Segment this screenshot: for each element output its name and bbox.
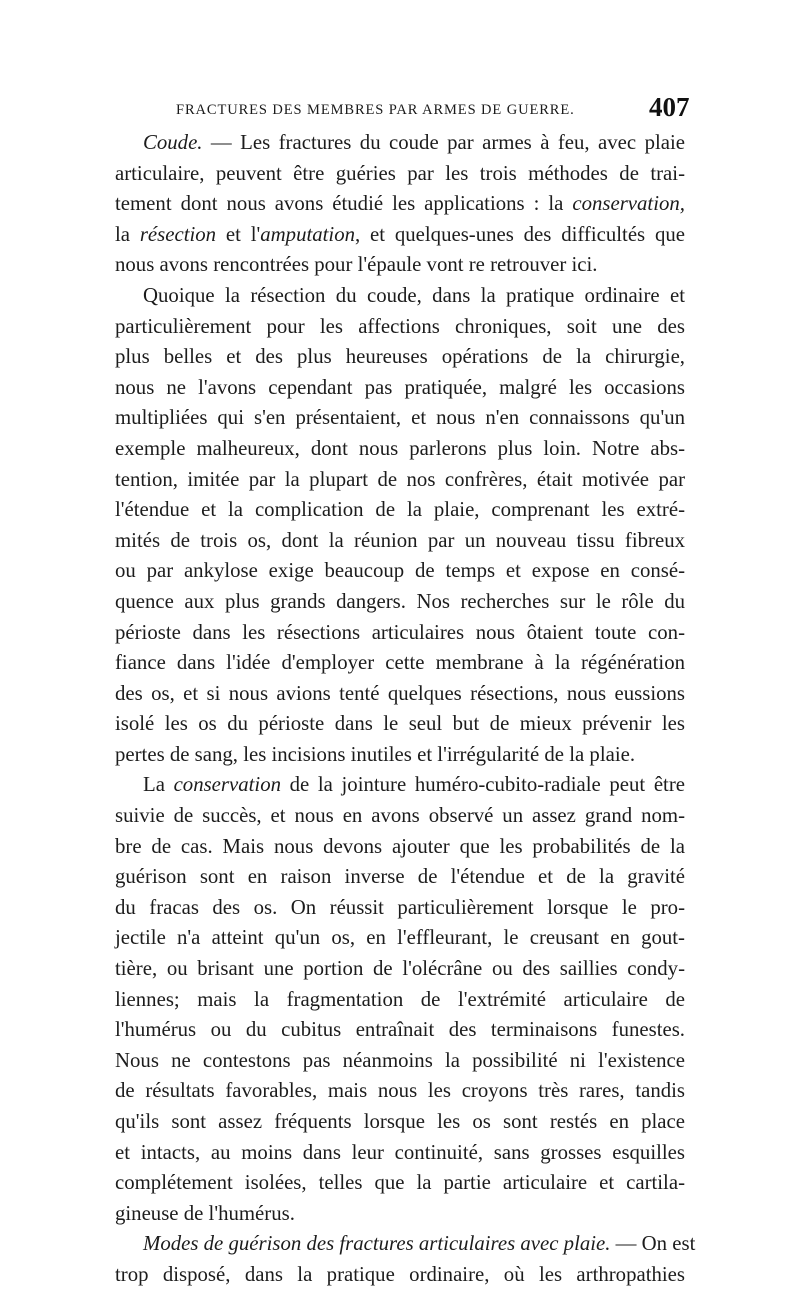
text-line [115, 526, 685, 557]
text-line [115, 832, 685, 863]
text-run: La [143, 773, 174, 797]
text-line [115, 312, 685, 343]
text-run: de résultats favorables, mais nous les croyons très rares, tandis [115, 1079, 685, 1103]
text-line [115, 1107, 685, 1138]
page-number: 407 [649, 92, 690, 122]
text-line [115, 954, 685, 985]
text-run: Nous ne contestons pas néanmoins la possibilité ni l'existence [115, 1048, 685, 1072]
text-line [115, 893, 685, 924]
paragraph [115, 281, 685, 771]
italic-text: Modes de guérison des fractures articulaires avec plaie. [143, 1232, 611, 1256]
text-run: nous avons rencontrées pour l'épaule vont re retrouver ici. [115, 253, 598, 277]
paragraph [115, 1229, 696, 1290]
text-line [115, 465, 685, 496]
text-line [115, 1015, 685, 1046]
text-line [115, 709, 685, 740]
text-line [115, 281, 685, 312]
text-run: plus belles et des plus heureuses opérations de la chirurgie, [115, 345, 685, 369]
text-line [115, 1138, 685, 1169]
text-run: articulaire, peuvent être guéries par les trois méthodes de trai- [115, 161, 685, 185]
paragraph [115, 770, 685, 1229]
text-line [115, 220, 685, 251]
body-text [115, 128, 696, 1291]
page-header [0, 88, 800, 128]
text-run: — Les fractures du coude par armes à feu, avec plaie [202, 131, 685, 154]
text-line [115, 159, 685, 190]
text-run: particulièrement pour les affections chroniques, soit une des [115, 314, 685, 338]
text-run: fiance dans l'idée d'employer cette membrane à la régénération [115, 651, 685, 675]
text-run: guérison sont en raison inverse de l'étendue et de la gravité [115, 865, 685, 889]
text-run: mités de trois os, dont la réunion par un nouveau tissu fibreux [115, 528, 685, 552]
text-run: l'étendue et la complication de la plaie, comprenant les extré- [115, 498, 685, 522]
text-run: exemple malheureux, dont nous parlerons plus loin. Notre abs- [115, 436, 685, 460]
text-run: qu'ils sont assez fréquents lorsque les os sont restés en place [115, 1110, 685, 1133]
text-line [115, 1046, 685, 1077]
text-run: des os, et si nous avions tenté quelques résections, nous eussions [115, 681, 685, 705]
text-line [115, 648, 685, 679]
text-run: du fracas des os. On réussit particulièrement lorsque le pro- [115, 895, 685, 919]
italic-text: Coude. [143, 131, 203, 154]
text-line [115, 1229, 696, 1260]
text-line [115, 434, 685, 465]
italic-text: conservation [173, 773, 281, 797]
italic-text: amputation [260, 222, 356, 246]
text-run: bre de cas. Mais nous devons ajouter que les probabilités de la [115, 834, 685, 858]
text-run: suivie de succès, et nous en avons observé un assez grand nom- [115, 804, 685, 828]
text-line [115, 801, 685, 832]
text-line [115, 373, 685, 404]
text-line [115, 342, 685, 373]
running-title: FRACTURES DES MEMBRES PAR ARMES DE GUERRE. [176, 102, 575, 118]
text-line [115, 403, 685, 434]
text-run: isolé les os du périoste dans le seul but de mieux prévenir les [115, 712, 685, 736]
text-line [115, 587, 685, 618]
text-run: complétement isolées, telles que la partie articulaire et cartila- [115, 1171, 685, 1195]
text-line [115, 556, 685, 587]
text-run: multipliées qui s'en présentaient, et nous n'en connaissons qu'un [115, 406, 685, 430]
text-run: — On est [610, 1232, 696, 1256]
italic-text: résection [139, 222, 217, 246]
text-run: quence aux plus grands dangers. Nos recherches sur le rôle du [115, 589, 685, 613]
text-run: pertes de sang, les incisions inutiles et l'irrégularité de la plaie. [115, 742, 636, 766]
text-line [115, 1168, 685, 1199]
text-line [115, 618, 685, 649]
text-run: l'humérus ou du cubitus entraînait des terminaisons funestes. [115, 1018, 685, 1042]
text-line [115, 189, 685, 220]
italic-text: conservation, [572, 192, 685, 216]
text-line [115, 1076, 685, 1107]
text-run: tement dont nous avons étudié les applications : la [115, 192, 573, 216]
text-run: ou par ankylose exige beaucoup de temps et expose en consé- [115, 559, 685, 583]
text-run: trop disposé, dans la pratique ordinaire, où les arthropathies [115, 1262, 685, 1286]
text-run: gineuse de l'humérus. [115, 1201, 295, 1225]
text-line [115, 1260, 685, 1291]
text-line [115, 1199, 685, 1230]
text-line [115, 495, 685, 526]
text-run: liennes; mais la fragmentation de l'extrémité articulaire de [115, 987, 685, 1011]
text-run: tention, imitée par la plupart de nos confrères, était motivée par [115, 467, 685, 491]
text-run: tière, ou brisant une portion de l'olécrâne ou des saillies condy- [115, 957, 685, 981]
text-run: , et quelques-unes des difficultés que [355, 222, 685, 246]
text-line [115, 679, 685, 710]
text-run: Quoique la résection du coude, dans la pratique ordinaire et [143, 283, 685, 307]
text-run: et intacts, au moins dans leur continuité, sans grosses esquilles [115, 1140, 685, 1164]
paragraph [115, 128, 685, 281]
text-run: nous ne l'avons cependant pas pratiquée, malgré les occasions [115, 375, 685, 399]
text-line [115, 862, 685, 893]
text-line [115, 770, 685, 801]
text-line [115, 923, 685, 954]
text-run: périoste dans les résections articulaires nous ôtaient toute con- [115, 620, 685, 644]
text-run: jectile n'a atteint qu'un os, en l'effleurant, le creusant en gout- [115, 926, 685, 950]
text-run: la [115, 222, 140, 246]
text-run: et l' [216, 222, 261, 246]
text-line [115, 128, 685, 159]
text-line [115, 985, 685, 1016]
text-line [115, 250, 685, 281]
text-line [115, 740, 685, 771]
text-run: de la jointure huméro-cubito-radiale peut être [281, 773, 685, 797]
